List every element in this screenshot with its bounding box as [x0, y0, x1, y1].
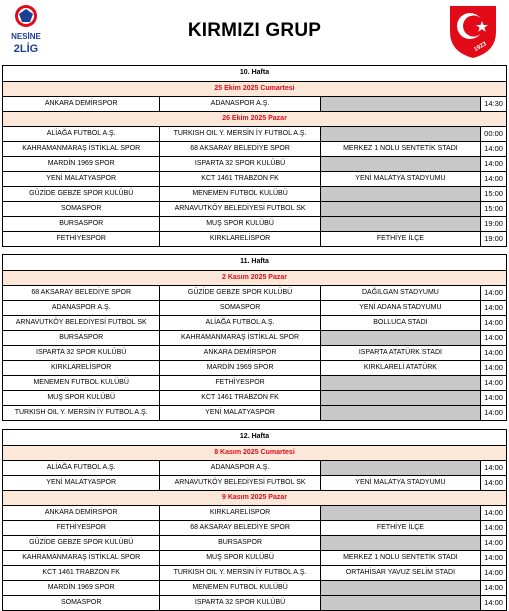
home-team: GÜZİDE GEBZE SPOR KULÜBÜ [29, 190, 134, 197]
stadium [320, 376, 480, 390]
away-team: GÜZİDE GEBZE SPOR KULÜBÜ [159, 286, 319, 300]
home-team: KAHRAMANMARAŞ İSTİKLAL SPOR [22, 145, 141, 152]
kickoff-time: 15:00 [480, 202, 506, 216]
match-row [3, 186, 506, 201]
stadium [320, 461, 480, 475]
stadium [320, 331, 480, 345]
away-team: ADANASPOR A.Ş. [159, 461, 319, 475]
home-team: MUŞ SPOR KULÜBÜ [47, 394, 116, 401]
week-title: 11. Hafta [240, 258, 269, 265]
away-team: 68 AKSARAY BELEDİYE SPOR [159, 142, 319, 156]
stadium [320, 506, 480, 520]
match-row [3, 360, 506, 375]
week-title: 12. Hafta [239, 433, 270, 440]
home-team: ARNAVUTKÖY BELEDİYESİ FUTBOL SK [15, 319, 147, 326]
home-team: SOMASPOR [60, 599, 102, 606]
match-row [3, 345, 506, 360]
match-row [3, 375, 506, 390]
home-team: FETHİYESPOR [56, 524, 106, 531]
page-header [0, 0, 509, 62]
logo-line1: NESİNE [11, 32, 41, 41]
kickoff-time: 14:30 [480, 97, 506, 111]
kickoff-time: 14:00 [480, 172, 506, 186]
home-team: TURKISH OIL Y. MERSİN İY FUTBOL A.Ş. [14, 409, 148, 416]
kickoff-time: 14:00 [480, 376, 506, 390]
stadium: ISPARTA ATATÜRK STADI [320, 346, 480, 360]
home-team: YENİ MALATYASPOR [46, 175, 117, 182]
kickoff-time: 14:00 [480, 331, 506, 345]
stadium [320, 581, 480, 595]
home-team: YENİ MALATYASPOR [46, 479, 117, 486]
kickoff-time: 19:00 [480, 232, 506, 246]
kickoff-time: 14:00 [480, 521, 506, 535]
kickoff-time: 14:00 [480, 551, 506, 565]
logo-line2: 2LİG [13, 43, 39, 55]
away-team: KCT 1461 TRABZON FK [159, 172, 319, 186]
home-team: GÜZİDE GEBZE SPOR KULÜBÜ [29, 539, 134, 546]
home-team: BURSASPOR [59, 334, 104, 341]
match-date: 26 Ekim 2025 Pazar [3, 112, 506, 126]
home-team: 68 AKSARAY BELEDİYE SPOR [31, 289, 132, 296]
away-team: ARNAVUTKÖY BELEDİYESİ FUTBOL SK [159, 202, 319, 216]
match-row [3, 216, 506, 231]
match-date: 9 Kasım 2025 Pazar [3, 491, 506, 505]
match-date: 25 Ekim 2025 Cumartesi [3, 82, 506, 96]
away-team: FETHİYESPOR [159, 376, 319, 390]
kickoff-time: 14:00 [480, 286, 506, 300]
stadium [320, 391, 480, 405]
match-row [3, 141, 506, 156]
kickoff-time: 14:00 [480, 476, 506, 490]
week-table [2, 65, 507, 247]
kickoff-time: 14:00 [480, 346, 506, 360]
week-title-row [3, 66, 506, 81]
home-team: ALİAĞA FUTBOL A.Ş. [46, 464, 116, 471]
week-title: 10. Hafta [239, 69, 270, 76]
away-team: 68 AKSARAY BELEDİYE SPOR [159, 521, 319, 535]
home-team: SOMASPOR [60, 205, 102, 212]
date-row [3, 270, 506, 285]
home-team: ADANASPOR A.Ş. [51, 304, 111, 311]
match-row [3, 580, 506, 595]
match-row [3, 126, 506, 141]
match-row [3, 460, 506, 475]
kickoff-time: 14:00 [480, 461, 506, 475]
week-table [2, 254, 507, 421]
away-team: MUŞ SPOR KULÜBÜ [159, 551, 319, 565]
stadium [320, 97, 480, 111]
away-team: ALİAĞA FUTBOL A.Ş. [159, 316, 319, 330]
match-row [3, 520, 506, 535]
match-row [3, 475, 506, 490]
stadium: YENİ MALATYA STADYUMU [320, 172, 480, 186]
stadium [320, 536, 480, 550]
tff-crest-logo [444, 2, 502, 60]
match-row [3, 96, 506, 111]
home-team: BURSASPOR [59, 220, 104, 227]
away-team: SOMASPOR [159, 301, 319, 315]
match-row [3, 231, 506, 246]
week-table [2, 429, 507, 611]
home-team: ISPARTA 32 SPOR KULÜBÜ [36, 349, 127, 356]
date-row [3, 445, 506, 460]
page-title: KIRMIZI GRUP [187, 20, 322, 41]
stadium [320, 217, 480, 231]
kickoff-time: 14:00 [480, 361, 506, 375]
match-row [3, 535, 506, 550]
away-team: YENİ MALATYASPOR [159, 406, 319, 420]
home-team: ANKARA DEMİRSPOR [44, 100, 118, 107]
kickoff-time: 14:00 [480, 581, 506, 595]
kickoff-time: 14:00 [480, 506, 506, 520]
match-row [3, 550, 506, 565]
match-row [3, 285, 506, 300]
kickoff-time: 14:00 [480, 316, 506, 330]
stadium: FETHİYE İLÇE [320, 232, 480, 246]
away-team: MENEMEN FUTBOL KULÜBÜ [159, 581, 319, 595]
match-row [3, 201, 506, 216]
match-row [3, 171, 506, 186]
match-row [3, 505, 506, 520]
away-team: KAHRAMANMARAŞ İSTİKLAL SPOR [159, 331, 319, 345]
kickoff-time: 14:00 [480, 536, 506, 550]
match-row [3, 315, 506, 330]
date-row [3, 81, 506, 96]
kickoff-time: 14:00 [480, 301, 506, 315]
match-date: 2 Kasım 2025 Pazar [3, 271, 506, 285]
crest-year: 1923 [473, 41, 488, 54]
away-team: KIRKLARELİSPOR [159, 506, 319, 520]
away-team: BURSASPOR [159, 536, 319, 550]
home-team: ALİAĞA FUTBOL A.Ş. [46, 130, 116, 137]
home-team: MARDİN 1969 SPOR [47, 584, 115, 591]
home-team: FETHİYESPOR [56, 235, 106, 242]
stadium: FETHİYE İLÇE [320, 521, 480, 535]
away-team: KCT 1461 TRABZON FK [159, 391, 319, 405]
away-team: ANKARA DEMİRSPOR [159, 346, 319, 360]
away-team: TURKISH OIL Y. MERSİN İY FUTBOL A.Ş. [159, 566, 319, 580]
kickoff-time: 14:00 [480, 391, 506, 405]
away-team: KIRKLARELİSPOR [159, 232, 319, 246]
stadium: YENİ ADANA STADYUMU [320, 301, 480, 315]
stadium [320, 127, 480, 141]
match-row [3, 300, 506, 315]
away-team: MUŞ SPOR KULÜBÜ [159, 217, 319, 231]
away-team: ISPARTA 32 SPOR KULÜBÜ [159, 596, 319, 610]
kickoff-time: 14:00 [480, 566, 506, 580]
match-row [3, 405, 506, 420]
home-team: KAHRAMANMARAŞ İSTİKLAL SPOR [22, 554, 141, 561]
away-team: ARNAVUTKÖY BELEDİYESİ FUTBOL SK [159, 476, 319, 490]
kickoff-time: 14:00 [480, 157, 506, 171]
kickoff-time: 14:00 [480, 596, 506, 610]
home-team: ANKARA DEMİRSPOR [44, 509, 118, 516]
match-row [3, 156, 506, 171]
kickoff-time: 19:00 [480, 217, 506, 231]
stadium: MERKEZ 1 NOLU SENTETİK STADI [320, 551, 480, 565]
week-title-row [3, 255, 506, 270]
stadium: BOLLUCA STADI [320, 316, 480, 330]
home-team: KCT 1461 TRABZON FK [42, 569, 120, 576]
away-team: ISPARTA 32 SPOR KULÜBÜ [159, 157, 319, 171]
date-row [3, 490, 506, 505]
stadium [320, 187, 480, 201]
stadium [320, 596, 480, 610]
stadium [320, 202, 480, 216]
match-date: 8 Kasım 2025 Cumartesi [3, 446, 506, 460]
date-row [3, 111, 506, 126]
match-row [3, 565, 506, 580]
stadium: DAĞILGAN STADYUMU [320, 286, 480, 300]
home-team: MARDİN 1969 SPOR [47, 160, 115, 167]
home-team: KIRKLARELİSPOR [51, 364, 112, 371]
kickoff-time: 14:00 [480, 406, 506, 420]
home-team: MENEMEN FUTBOL KULÜBÜ [33, 379, 129, 386]
match-row [3, 390, 506, 405]
kickoff-time: 14:00 [480, 142, 506, 156]
stadium [320, 406, 480, 420]
away-team: MENEMEN FUTBOL KULÜBÜ [159, 187, 319, 201]
stadium: YENİ MALATYA STADYUMU [320, 476, 480, 490]
kickoff-time: 00:00 [480, 127, 506, 141]
away-team: TURKISH OIL Y. MERSİN İY FUTBOL A.Ş. [159, 127, 319, 141]
match-row [3, 330, 506, 345]
kickoff-time: 15:00 [480, 187, 506, 201]
week-title-row [3, 430, 506, 445]
stadium: MERKEZ 1 NOLU SENTETİK STADI [320, 142, 480, 156]
stadium: ORTAHİSAR YAVUZ SELİM STADI [320, 566, 480, 580]
stadium [320, 157, 480, 171]
away-team: MARDİN 1969 SPOR [159, 361, 319, 375]
stadium: KIRKLARELİ ATATÜRK [320, 361, 480, 375]
away-team: ADANASPOR A.Ş. [159, 97, 319, 111]
